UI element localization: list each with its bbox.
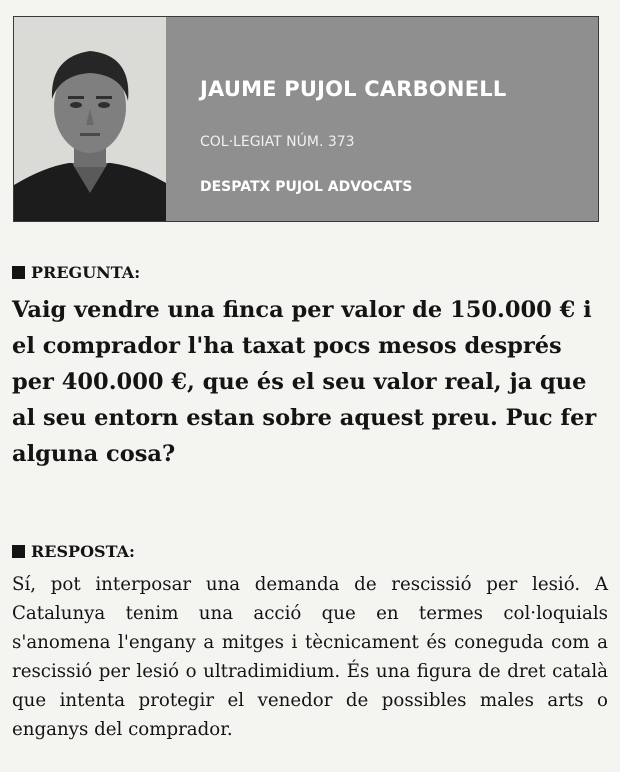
registration-number: COL·LEGIAT NÚM. 373 — [200, 134, 355, 150]
question-label — [12, 263, 140, 282]
author-name: JAUME PUJOL CARBONELL — [200, 77, 507, 101]
law-firm-name: DESPATX PUJOL ADVOCATS — [200, 179, 413, 195]
portrait-photo-icon — [14, 17, 166, 221]
answer-label-text: RESPOSTA: — [31, 542, 135, 561]
question-text: Vaig vendre una finca per valor de 150.000 € i el comprador l'ha taxat pocs mesos després per 400.000 €, que és el seu valor real, ja que al seu entorn estan sobre aquest preu. Puc fer alguna cosa? — [12, 297, 597, 467]
author-header — [13, 16, 599, 222]
answer-text: Sí, pot interposar una demanda de rescissió per lesió. A Catalunya tenim una acció que en termes col·loquials s'anomena l'engany a mitges i tècnicament és coneguda com a rescissió per lesió o ultradimidium. És una figura de dret català que intenta protegir el venedor de possibles males arts o enganys del comprador. — [12, 574, 608, 740]
question-label-text: PREGUNTA: — [31, 263, 141, 282]
square-bullet-icon — [12, 545, 25, 558]
author-photo — [14, 17, 166, 221]
answer-label — [12, 542, 135, 561]
square-bullet-icon — [12, 266, 25, 279]
